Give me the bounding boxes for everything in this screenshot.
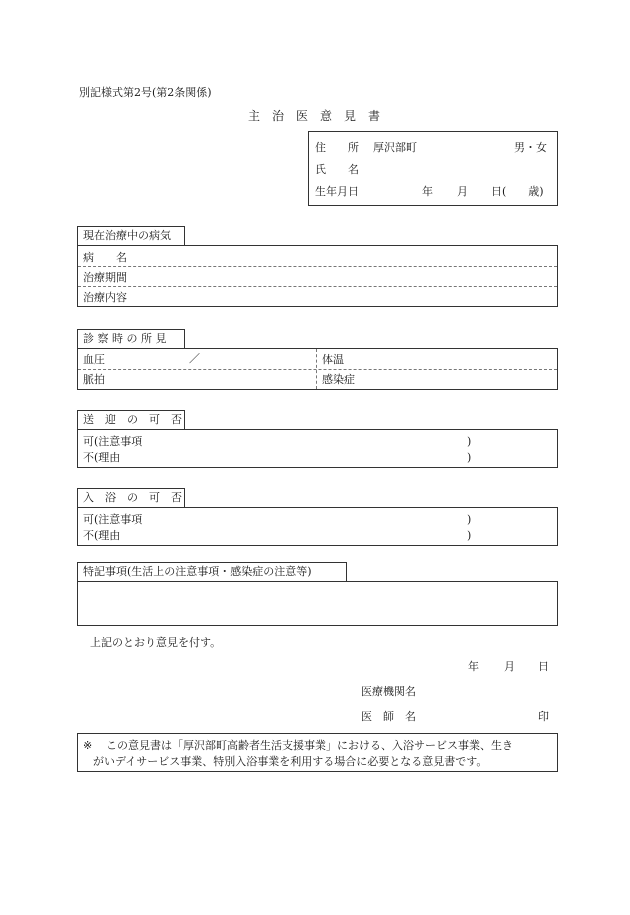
bathing-ok-close: ) xyxy=(467,513,472,526)
divider xyxy=(78,369,557,370)
form-number: 別記様式第2号(第2条関係) xyxy=(79,86,212,99)
special-notes-box[interactable] xyxy=(77,581,558,626)
birth-month-label: 月 xyxy=(457,185,468,198)
note-mark: ※ xyxy=(83,739,93,752)
birth-date-label: 生年月日 xyxy=(315,185,359,198)
statement-text: 上記のとおり意見を付す。 xyxy=(90,636,222,649)
name-label: 氏 名 xyxy=(315,163,359,176)
exam-findings-heading: 診 察 時 の 所 見 xyxy=(77,329,185,348)
blood-pressure-slash: ／ xyxy=(189,352,200,365)
bathing-heading: 入 浴 の 可 否 xyxy=(77,488,185,507)
transport-ok-label: 可(注意事項 xyxy=(83,435,143,448)
transport-ng-close: ) xyxy=(467,451,472,464)
note-box xyxy=(77,733,558,772)
bathing-ok-label: 可(注意事項 xyxy=(83,513,143,526)
note-line-1: この意見書は「厚沢部町高齢者生活支援事業」における、入浴サービス事業、生き xyxy=(106,739,513,752)
date-year-label: 年 xyxy=(468,660,479,673)
transport-heading: 送 迎 の 可 否 xyxy=(77,410,185,429)
page-title: 主 治 医 意 見 書 xyxy=(248,109,381,123)
note-line-2: がいデイサービス事業、特別入浴事業を利用する場合に必要となる意見書です。 xyxy=(93,755,488,768)
blood-pressure-label: 血圧 xyxy=(83,353,105,366)
current-treatment-heading: 現在治療中の病気 xyxy=(77,226,185,245)
treatment-period-label: 治療期間 xyxy=(83,271,127,284)
gender-field[interactable]: 男・女 xyxy=(514,141,547,154)
divider xyxy=(78,266,557,267)
transport-ok-close: ) xyxy=(467,435,472,448)
disease-name-label: 病 名 xyxy=(83,251,127,264)
bathing-ng-close: ) xyxy=(467,529,472,542)
seal-mark: 印 xyxy=(538,710,549,723)
institution-label: 医療機関名 xyxy=(361,685,416,698)
patient-info-box xyxy=(308,131,558,206)
date-month-label: 月 xyxy=(504,660,515,673)
pulse-label: 脈拍 xyxy=(83,373,105,386)
bathing-box xyxy=(77,507,558,546)
special-notes-heading: 特記事項(生活上の注意事項・感染症の注意等) xyxy=(77,562,347,581)
doctor-label: 医 師 名 xyxy=(361,710,416,723)
date-day-label: 日 xyxy=(538,660,549,673)
address-label: 住 所 xyxy=(315,141,359,154)
transport-ng-label: 不(理由 xyxy=(83,451,121,464)
current-treatment-box xyxy=(77,245,558,307)
exam-findings-box xyxy=(77,348,558,390)
birth-day-age-label: 日( 歳) xyxy=(491,185,544,198)
infection-label: 感染症 xyxy=(322,373,355,386)
transport-box xyxy=(77,429,558,468)
bathing-ng-label: 不(理由 xyxy=(83,529,121,542)
temperature-label: 体温 xyxy=(322,353,344,366)
divider xyxy=(78,286,557,287)
treatment-content-label: 治療内容 xyxy=(83,291,127,304)
birth-year-label: 年 xyxy=(422,185,433,198)
address-value: 厚沢部町 xyxy=(373,141,417,154)
